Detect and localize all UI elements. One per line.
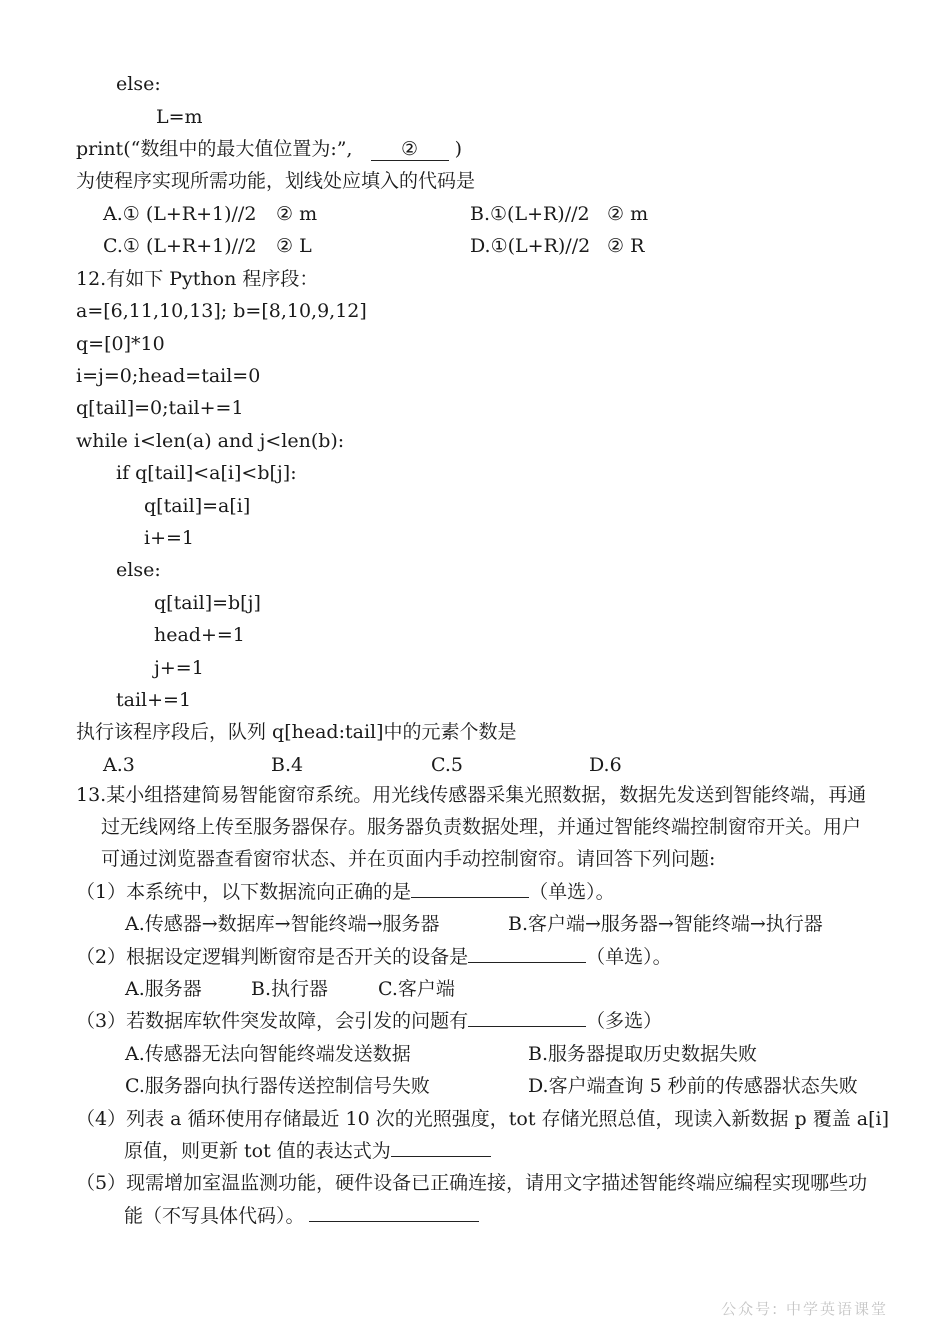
q13-s1-option-a: A.传感器→数据库→智能终端→服务器 bbox=[125, 913, 440, 935]
q13-s5-blank bbox=[309, 1221, 479, 1222]
q12-code-line: while i<len(a) and j<len(b): bbox=[76, 430, 345, 452]
q13-intro-line: 过无线网络上传至服务器保存。服务器负责数据处理，并通过智能终端控制窗帘开关。用户 bbox=[101, 816, 862, 838]
q11-option-b: B.①(L+R)//2 bbox=[470, 203, 590, 225]
q13-s1-option-b: B.客户端→服务器→智能终端→执行器 bbox=[508, 913, 823, 935]
q13-s3-option-d: D.客户端查询 5 秒前的传感器状态失败 bbox=[528, 1075, 858, 1097]
q11-option-a: A.① (L+R+1)//2 bbox=[103, 203, 257, 225]
q13-s5-line1: （5）现需增加室温监测功能，硬件设备已正确连接，请用文字描述智能终端应编程实现哪些功 bbox=[76, 1172, 868, 1194]
q12-option-d: D.6 bbox=[589, 754, 622, 776]
q12-option-c: C.5 bbox=[431, 754, 463, 776]
q11-option-d: D.①(L+R)//2 bbox=[470, 235, 591, 257]
q12-option-a: A.3 bbox=[103, 754, 135, 776]
q13-s1-blank bbox=[411, 897, 529, 898]
q12-code-line: q=[0]*10 bbox=[76, 333, 165, 355]
q13-s4-text: 原值，则更新 tot 值的表达式为 bbox=[124, 1140, 391, 1162]
q13-s1-tag: （单选）。 bbox=[529, 881, 615, 903]
q13-intro-line: 可通过浏览器查看窗帘状态、并在页面内手动控制窗帘。请回答下列问题: bbox=[101, 848, 716, 870]
q13-s2-blank bbox=[468, 962, 586, 963]
q12-code-line: if q[tail]<a[i]<b[j]: bbox=[116, 462, 297, 484]
q13-s2-option-b: B.执行器 bbox=[251, 978, 329, 1000]
q13-s4-blank bbox=[391, 1156, 491, 1157]
q11-prompt: 为使程序实现所需功能，划线处应填入的代码是 bbox=[76, 170, 476, 192]
q13-s5-text: 能（不写具体代码）。 bbox=[124, 1205, 305, 1227]
q13-s2-option-c: C.客户端 bbox=[378, 978, 455, 1000]
q11-option-b-2: ② m bbox=[607, 203, 649, 225]
q13-intro-line: 13.某小组搭建简易智能窗帘系统。用光线传感器采集光照数据，数据先发送到智能终端，再通 bbox=[76, 784, 867, 806]
code-assign: L=m bbox=[156, 106, 203, 128]
q13-s1 bbox=[76, 878, 615, 906]
q11-option-d-2: ② R bbox=[607, 235, 645, 257]
q13-s3 bbox=[76, 1007, 662, 1035]
q13-s2-tag: （单选）。 bbox=[586, 946, 672, 968]
q11-option-a-2: ② m bbox=[276, 203, 318, 225]
q13-s2 bbox=[76, 943, 672, 971]
q13-s1-text: （1）本系统中，以下数据流向正确的是 bbox=[76, 881, 412, 903]
q12-option-b: B.4 bbox=[271, 754, 304, 776]
q12-prompt: 执行该程序段后，队列 q[head:tail]中的元素个数是 bbox=[76, 721, 517, 743]
q13-s2-text: （2）根据设定逻辑判断窗帘是否开关的设备是 bbox=[76, 946, 469, 968]
q12-code-line: head+=1 bbox=[154, 624, 245, 646]
q13-s3-blank bbox=[468, 1026, 586, 1027]
print-prefix: print(“数组中的最大值位置为:”, bbox=[76, 138, 353, 160]
q12-code-line: i+=1 bbox=[144, 527, 195, 549]
q12-code-line: j+=1 bbox=[154, 657, 204, 679]
q13-s3-option-b: B.服务器提取历史数据失败 bbox=[528, 1043, 758, 1065]
q12-code-line: a=[6,11,10,13]; b=[8,10,9,12] bbox=[76, 300, 367, 322]
q12-code-line: else: bbox=[116, 559, 161, 581]
code-print bbox=[76, 135, 462, 163]
q13-s3-text: （3）若数据库软件突发故障，会引发的问题有 bbox=[76, 1010, 469, 1032]
q12-code-line: i=j=0;head=tail=0 bbox=[76, 365, 261, 387]
q12-code-line: tail+=1 bbox=[116, 689, 192, 711]
q13-s2-option-a: A.服务器 bbox=[125, 978, 202, 1000]
q13-s3-option-c: C.服务器向执行器传送控制信号失败 bbox=[125, 1075, 430, 1097]
q13-s4-line1: （4）列表 a 循环使用存储最近 10 次的光照强度，tot 存储光照总值，现读入新数据 p 覆盖 a[i] bbox=[76, 1108, 890, 1130]
blank-2: ② bbox=[371, 138, 449, 161]
code-else: else: bbox=[116, 73, 161, 95]
q11-option-c: C.① (L+R+1)//2 bbox=[103, 235, 257, 257]
q13-s3-tag: （多选） bbox=[586, 1010, 663, 1032]
q12-code-line: q[tail]=b[j] bbox=[154, 592, 261, 614]
watermark: 公众号: 中学英语课堂 bbox=[721, 1300, 888, 1318]
q13-s3-option-a: A.传感器无法向智能终端发送数据 bbox=[125, 1043, 411, 1065]
q12-title: 12.有如下 Python 程序段： bbox=[76, 268, 319, 290]
q12-code-line: q[tail]=0;tail+=1 bbox=[76, 397, 244, 419]
q12-code-line: q[tail]=a[i] bbox=[144, 495, 251, 517]
q13-s4-line2 bbox=[124, 1137, 491, 1165]
print-suffix: ) bbox=[454, 138, 462, 160]
q13-s5-line2 bbox=[124, 1202, 479, 1230]
q11-option-c-2: ② L bbox=[276, 235, 312, 257]
